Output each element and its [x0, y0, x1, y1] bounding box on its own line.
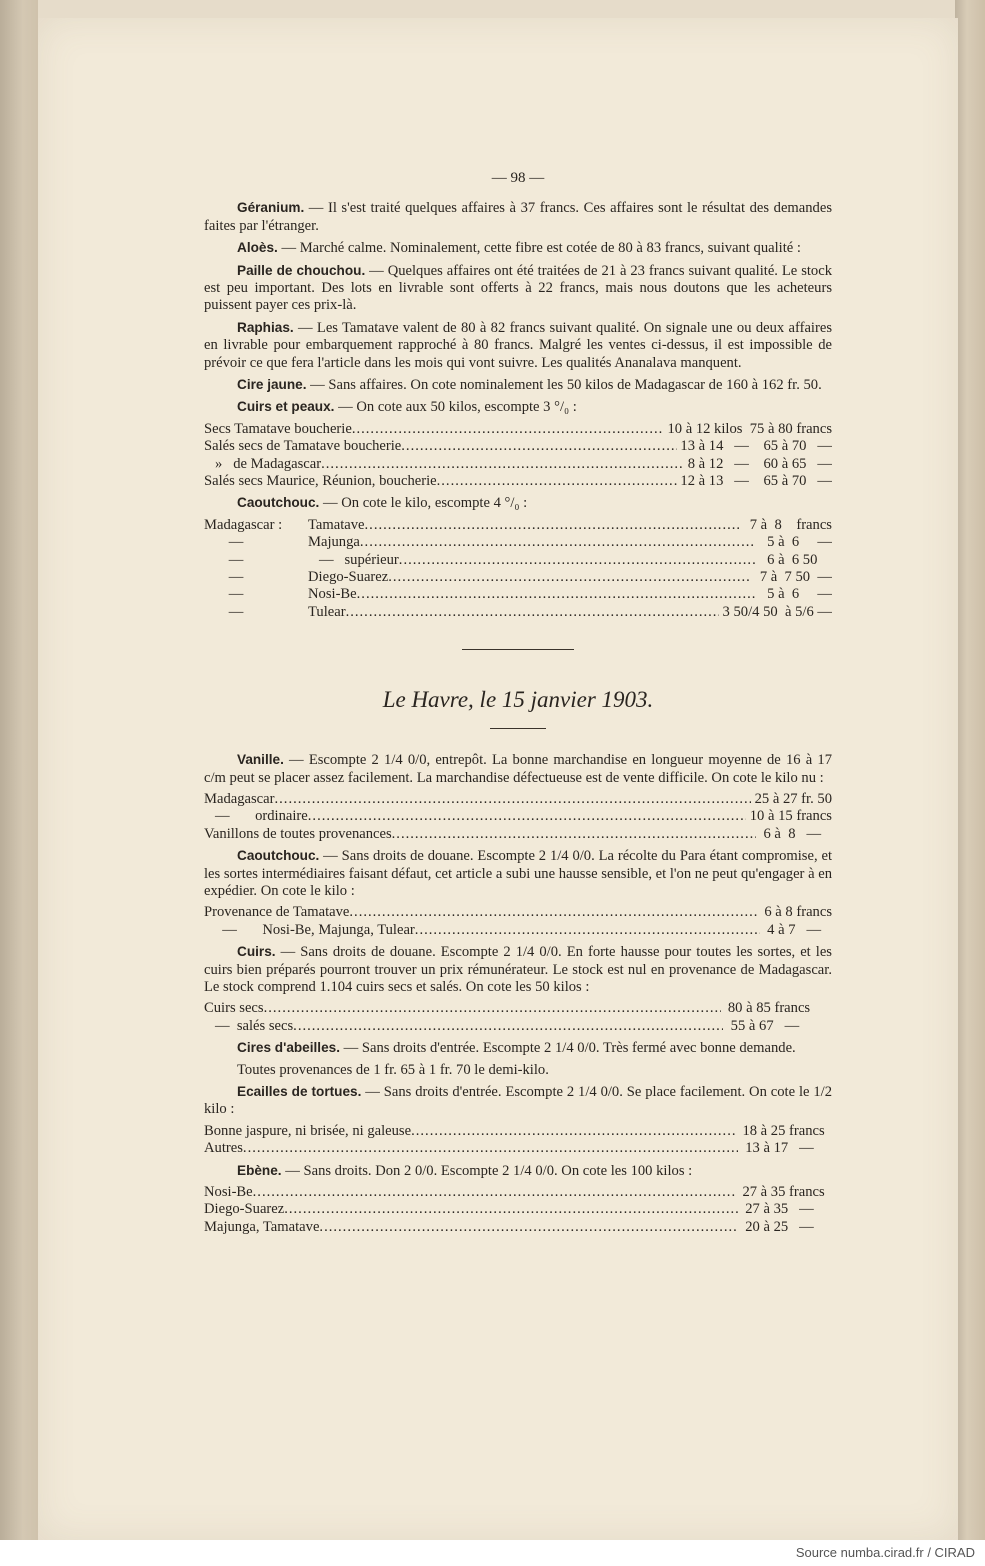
source-credit: Source numba.cirad.fr / CIRAD	[795, 1545, 975, 1560]
leader-dots	[399, 552, 756, 569]
book-page-edges-right	[955, 0, 985, 1540]
row-label: Diego-Suarez	[204, 1201, 285, 1218]
row-label: Provenance de Tamatave	[204, 904, 350, 921]
row-label: Majunga, Tamatave	[204, 1218, 320, 1235]
table-row	[204, 569, 832, 586]
table-row	[204, 1123, 832, 1140]
row-label: Salés secs de Tamatave boucherie	[204, 438, 402, 455]
price-table-caoutchouc-top	[204, 517, 832, 621]
row-label: Tulear	[308, 603, 346, 620]
row-value: 25 à 27 fr. 50	[750, 791, 832, 807]
row-label: Madagascar	[204, 791, 275, 807]
row-label: » de Madagascar	[204, 455, 322, 472]
row-prefix: —	[228, 586, 244, 603]
table-row	[204, 1140, 832, 1157]
row-prefix: Madagascar :	[204, 516, 283, 533]
leader-dots	[253, 1184, 735, 1201]
row-value: 5 à 6 —	[756, 586, 832, 603]
paragraph	[204, 262, 832, 315]
table-row	[204, 473, 832, 490]
row-label: Diego-Suarez	[308, 569, 389, 586]
row-value: 12 à 13 — 65 à 70 —	[676, 473, 832, 490]
row-prefix: —	[228, 551, 244, 568]
row-value: 6 à 6 50	[756, 551, 832, 568]
section-title: Le Havre, le 15 janvier 1903.	[382, 687, 654, 713]
paragraph-text: — Sans droits d'entrée. Escompte 2 1/4 0/0. Se place facilement. On cote le 1/2 kilo :	[204, 1083, 833, 1118]
leader-dots	[365, 517, 739, 534]
row-value: 18 à 25 francs	[735, 1122, 832, 1139]
paragraph-caoutchouc-top	[204, 494, 832, 512]
top-paragraphs	[204, 199, 832, 394]
leader-dots	[346, 604, 719, 621]
table-row	[204, 1219, 832, 1236]
table-row	[204, 1201, 832, 1218]
leader-dots	[411, 1123, 735, 1140]
table-row	[204, 456, 832, 473]
row-value: 6 à 8 francs	[757, 904, 832, 921]
table-row	[204, 586, 832, 603]
table-row	[204, 791, 832, 808]
row-label: Vanillons de toutes provenances	[204, 825, 392, 842]
paragraph-cuirs-peaux	[204, 398, 832, 416]
paragraph-heading: Cuirs.	[237, 944, 276, 960]
leader-dots	[357, 586, 757, 603]
row-value: 10 à 12 kilos 75 à 80 francs	[663, 420, 832, 437]
leader-dots	[308, 808, 746, 825]
row-value: 7 à 7 50 —	[748, 569, 832, 586]
price-table-caoutchouc-havre	[204, 904, 832, 939]
row-label: Nosi-Be	[204, 1183, 253, 1200]
row-label: Tamatave	[308, 516, 365, 533]
paragraph-cuirs	[204, 943, 832, 996]
paragraph-heading: Ebène.	[237, 1162, 282, 1178]
leader-dots	[321, 456, 684, 473]
leader-dots	[243, 1140, 738, 1157]
leader-dots	[293, 1018, 723, 1035]
row-value: 5 à 6 —	[756, 534, 832, 551]
paragraph-text: — Les Tamatave valent de 80 à 82 francs suivant qualité. On signale une ou deux affaires en livrable pour embarquement rapproché à 80 francs. Malgré les ventes ci-dessus, il est impossible de prévoir ce que fera l'article dans les mois qui vont suivre. Les qualités Ananalava manquent.	[204, 319, 832, 371]
paragraph-heading: Vanille.	[237, 752, 284, 768]
paragraph-text: — Sans droits d'entrée. Escompte 2 1/4 0/0. Très fermé avec bonne demande.	[339, 1040, 796, 1057]
row-label: — Nosi-Be, Majunga, Tulear	[204, 921, 415, 938]
paragraph-cires-extra: Toutes provenances de 1 fr. 65 à 1 fr. 70 le demi-kilo.	[237, 1061, 549, 1078]
row-label: — supérieur	[308, 551, 399, 568]
row-value: 4 à 7 —	[759, 921, 832, 938]
row-label: — salés secs	[204, 1017, 294, 1034]
row-value: 20 à 25 —	[737, 1218, 832, 1235]
paragraph	[204, 239, 832, 257]
paragraph	[204, 376, 832, 394]
paragraph-text: — Il s'est traité quelques affaires à 37 francs. Ces affaires sont le résultat des demandes faites par l'étranger.	[204, 200, 832, 234]
section-divider	[462, 649, 574, 650]
table-row	[204, 904, 832, 921]
leader-dots	[264, 1000, 721, 1017]
paragraph-heading: Caoutchouc.	[237, 495, 320, 511]
paragraph-text: — Escompte 2 1/4 0/0, entrepôt. La bonne marchandise en longueur moyenne de 16 à 17 c/m peut se placer assez facilement. La marchandise défectueuse est de vente difficile. On cote le kilo nu :	[204, 752, 832, 786]
row-value: 27 à 35 —	[737, 1201, 832, 1218]
row-label: — ordinaire	[204, 808, 308, 825]
row-value: 6 à 8 —	[756, 825, 832, 842]
leader-dots	[349, 904, 757, 921]
paragraph-text: — Sans droits de douane. Escompte 2 1/4 0/0. En forte hausse pour toutes les sortes, et les cuirs bien préparés pourront trouver un prix rémunérateur. Le stock est nul en provenance de Madagascar. Le stock comprend 1.104 cuirs secs et salés. On cote les 50 kilos :	[204, 944, 832, 995]
leader-dots	[284, 1201, 738, 1218]
row-label: Bonne jaspure, ni brisée, ni galeuse	[204, 1122, 412, 1139]
paragraph	[204, 319, 832, 372]
row-value: 55 à 67 —	[723, 1017, 832, 1034]
leader-dots	[275, 791, 751, 808]
table-row	[204, 1184, 832, 1201]
row-value: 8 à 12 — 60 à 65 —	[684, 455, 832, 472]
book-page-edges-left	[0, 0, 38, 1540]
table-row	[204, 604, 832, 621]
price-table-cuirs-peaux	[204, 421, 832, 491]
paragraph-cires	[204, 1039, 832, 1057]
row-value: 13 à 14 — 65 à 70 —	[676, 438, 832, 455]
paragraph-heading: Cire jaune.	[237, 377, 307, 393]
row-label: Nosi-Be	[308, 586, 357, 603]
paragraph-text: — On cote le kilo, escompte 4 °/₀ :	[319, 495, 528, 512]
price-table-ebene	[204, 1184, 832, 1236]
row-label: Salés secs Maurice, Réunion, boucherie	[204, 473, 437, 490]
page-number: — 98 —	[491, 170, 545, 186]
table-row	[204, 517, 832, 534]
leader-dots	[415, 922, 760, 939]
table-row	[204, 421, 832, 438]
paragraph-heading: Raphias.	[237, 319, 294, 335]
paragraph-heading: Géranium.	[237, 200, 305, 216]
paragraph-heading: Caoutchouc.	[237, 848, 320, 864]
paragraph-text: — On cote aux 50 kilos, escompte 3 °/₀ :	[334, 399, 577, 416]
table-row	[204, 438, 832, 455]
price-table-vanille	[204, 791, 832, 843]
paragraph-heading: Aloès.	[237, 240, 278, 256]
paragraph-heading: Paille de chouchou.	[237, 262, 366, 278]
row-label: Cuirs secs	[204, 1000, 264, 1017]
paragraph-vanille	[204, 751, 832, 787]
row-prefix: —	[228, 603, 244, 620]
leader-dots	[401, 438, 676, 455]
table-row	[204, 534, 832, 551]
row-value: 80 à 85 francs	[720, 1000, 832, 1017]
page-content	[204, 170, 832, 1236]
paragraph-heading: Ecailles de tortues.	[237, 1083, 362, 1099]
price-table-ecailles	[204, 1123, 832, 1158]
table-row	[204, 808, 832, 825]
row-label: Autres	[204, 1140, 243, 1157]
paragraph-ebene	[204, 1162, 832, 1180]
row-prefix: —	[228, 569, 244, 586]
row-prefix: —	[228, 534, 244, 551]
table-row	[204, 1000, 832, 1017]
row-value: 27 à 35 francs	[735, 1183, 832, 1200]
table-row	[204, 552, 832, 569]
paragraph-text: — Sans droits. Don 2 0/0. Escompte 2 1/4 0/0. On cote les 100 kilos :	[281, 1162, 693, 1179]
leader-dots	[388, 569, 749, 586]
paragraph-caoutchouc-havre	[204, 847, 832, 900]
paragraph-text: — Sans droits de douane. Escompte 2 1/4 0/0. La récolte du Para étant compromise, et les sortes intermédiaires faisant défaut, cet article a subi une hausse sensible, et l'on ne peut qu'engager à en expédier. On cote le kilo :	[204, 848, 832, 899]
paragraph-text: — Quelques affaires ont été traitées de 21 à 23 francs suivant qualité. Le stock est peu important. Des lots en livrable sont offerts à 22 francs, mais nous doutons que les acheteurs puissent payer ces prix-là.	[204, 262, 832, 314]
paragraph-ecailles	[204, 1083, 832, 1119]
leader-dots	[437, 473, 677, 490]
table-row	[204, 922, 832, 939]
title-underline	[490, 728, 546, 729]
paragraph-text: — Marché calme. Nominalement, cette fibre est cotée de 80 à 83 francs, suivant qualité :	[277, 240, 801, 257]
row-value: 7 à 8 francs	[738, 516, 832, 533]
row-label: Majunga	[308, 534, 360, 551]
row-value: 10 à 15 francs	[746, 808, 832, 825]
row-label: Secs Tamatave boucherie	[204, 420, 352, 437]
row-value: 3 50/4 50 à 5/6 —	[718, 603, 832, 620]
paragraph	[204, 199, 832, 235]
leader-dots	[360, 534, 756, 551]
leader-dots	[392, 826, 757, 843]
table-row	[204, 1018, 832, 1035]
paragraph-heading: Cuirs et peaux.	[237, 399, 335, 415]
leader-dots	[352, 421, 664, 438]
leader-dots	[319, 1219, 738, 1236]
source-footer	[0, 1540, 985, 1566]
price-table-cuirs	[204, 1000, 832, 1035]
paragraph-text: — Sans affaires. On cote nominalement les 50 kilos de Madagascar de 160 à 162 fr. 50.	[306, 377, 822, 394]
row-value: 13 à 17 —	[737, 1140, 832, 1157]
paragraph-heading: Cires d'abeilles.	[237, 1040, 340, 1056]
table-row	[204, 826, 832, 843]
